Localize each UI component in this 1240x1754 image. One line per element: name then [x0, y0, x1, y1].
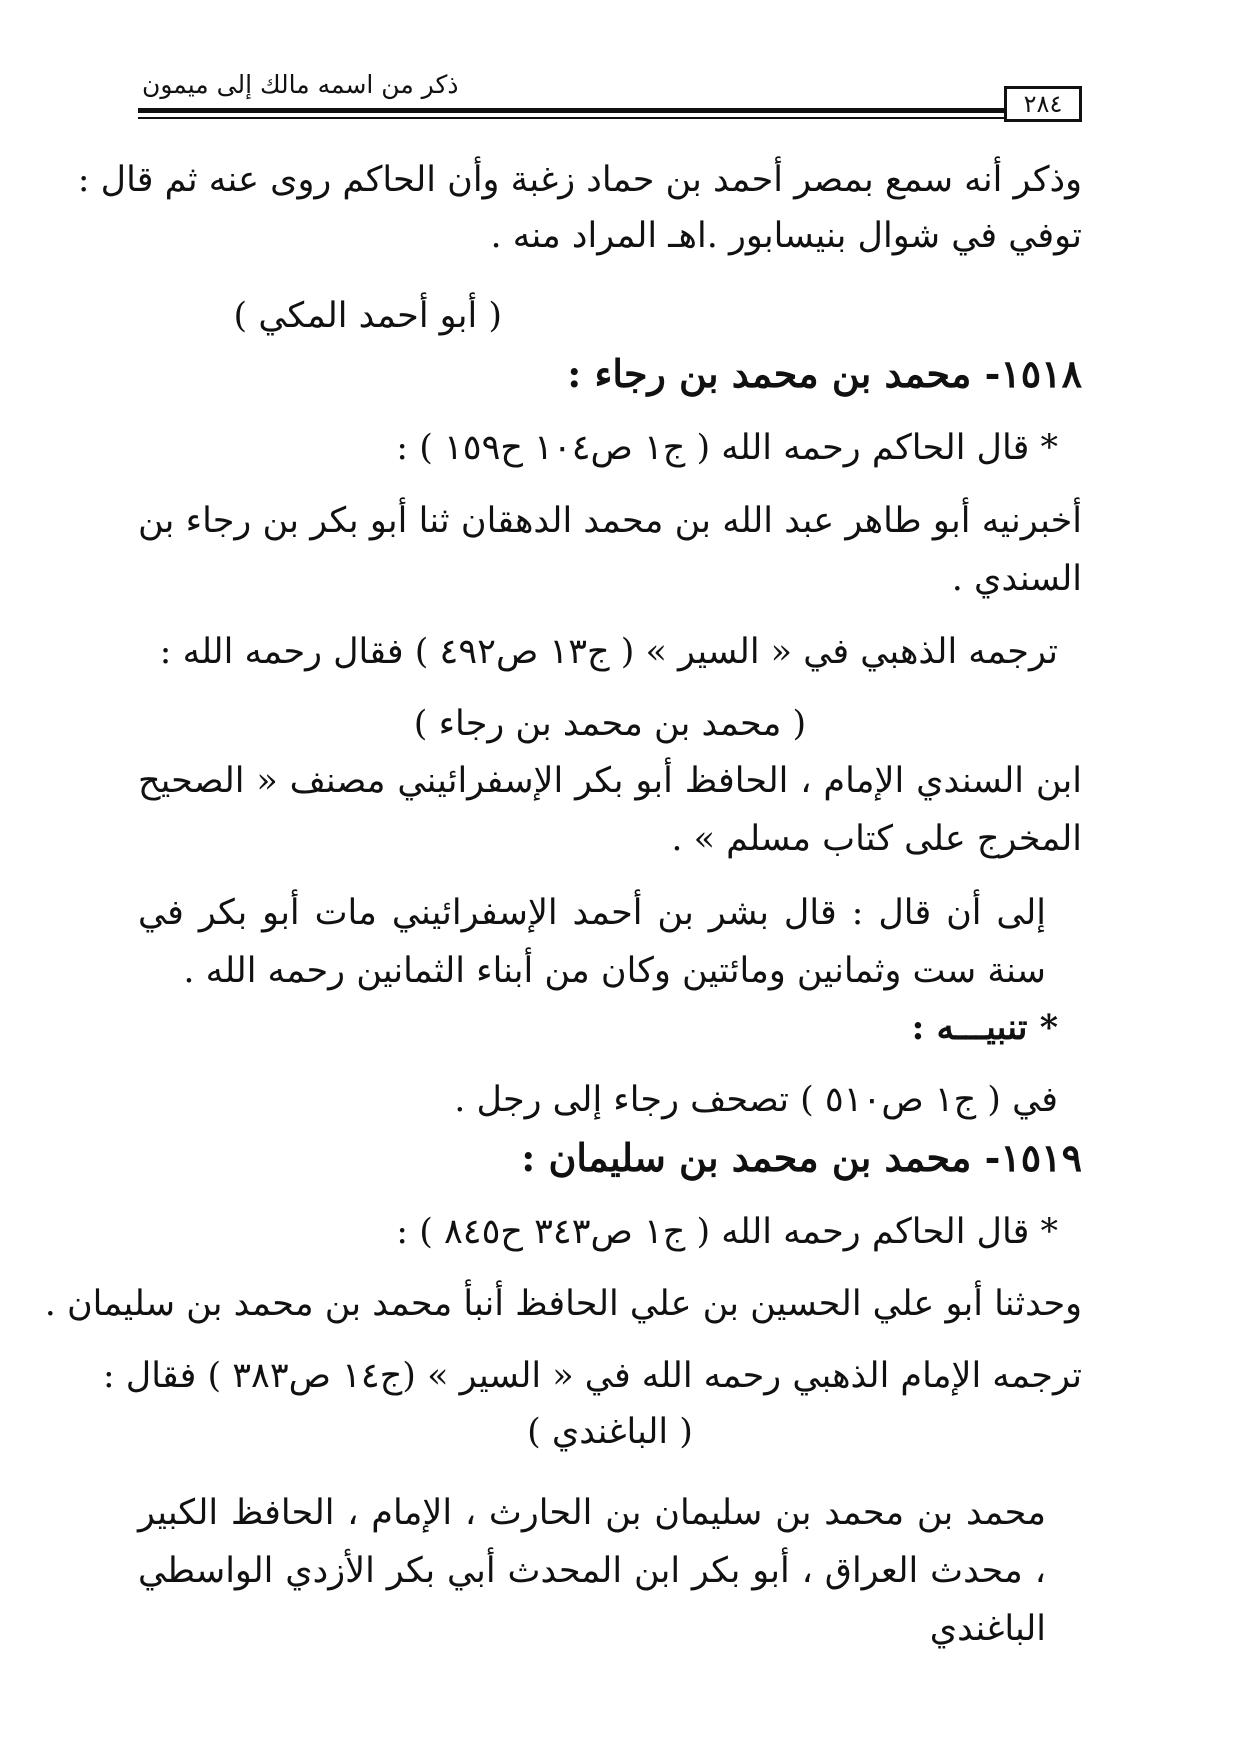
- text-line: وحدثنا أبو علي الحسين بن علي الحافظ أنبأ محمد بن محمد بن سليمان .: [44, 1284, 1082, 1324]
- body-text: [44, 152, 1083, 1658]
- citation-line: * قال الحاكم رحمه الله ( ج١ ص٣٤٣ ح٨٤٥ ) :: [396, 1212, 1058, 1252]
- text-line: توفي في شوال بنيسابور .اهـ المراد منه .: [490, 216, 1082, 256]
- citation-line: ترجمه الذهبي في « السير » ( ج١٣ ص٤٩٢ ) فقال رحمه الله :: [159, 632, 1058, 672]
- citation-line: ترجمه الإمام الذهبي رحمه الله في « السير » (ج١٤ ص٣٨٣ ) فقال :: [102, 1356, 1082, 1396]
- section-subtitle: ( أبو أحمد المكي ): [233, 296, 502, 336]
- note-heading: * تنبيـــه :: [911, 1007, 1058, 1048]
- entry-heading-1519: ١٥١٩- محمد بن محمد بن سليمان :: [521, 1135, 1082, 1180]
- header-rule-thick: [138, 108, 1004, 113]
- header-rule-thin: [138, 117, 1004, 119]
- running-header: [138, 60, 1082, 140]
- text-paragraph: إلى أن قال : قال بشر بن أحمد الإسفرائيني مات أبو بكر في سنة ست وثمانين ومائتين وكان من أبناء الثمانين رحمه الله .: [138, 893, 1046, 991]
- text-paragraph: ابن السندي الإمام ، الحافظ أبو بكر الإسفرائيني مصنف « الصحيح المخرج على كتاب مسلم » .: [138, 761, 1082, 859]
- text-paragraph: أخبرنيه أبو طاهر عبد الله بن محمد الدهقان ثنا أبو بكر بن رجاء بن السندي .: [138, 501, 1083, 599]
- page-number: ٢٨٤: [1004, 86, 1082, 122]
- section-subtitle: ( محمد بن محمد بن رجاء ): [413, 704, 807, 744]
- section-subtitle: ( الباغندي ): [527, 1412, 693, 1452]
- text-line: وذكر أنه سمع بمصر أحمد بن حماد زغبة وأن الحاكم روى عنه ثم قال :: [77, 160, 1082, 200]
- citation-line: * قال الحاكم رحمه الله ( ج١ ص١٠٤ ح١٥٩ ) :: [396, 428, 1058, 468]
- entry-heading-1518: ١٥١٨- محمد بن محمد بن رجاء :: [567, 351, 1082, 396]
- running-header-title: ذكر من اسمه مالك إلى ميمون: [142, 70, 459, 99]
- text-paragraph: محمد بن محمد بن سليمان بن الحارث ، الإمام ، الحافظ الكبير ، محدث العراق ، أبو بكر ابن المحدث أبي بكر الأزدي الواسطي الباغندي: [138, 1493, 1046, 1649]
- note-text: في ( ج١ ص٥١٠ ) تصحف رجاء إلى رجل .: [454, 1080, 1058, 1120]
